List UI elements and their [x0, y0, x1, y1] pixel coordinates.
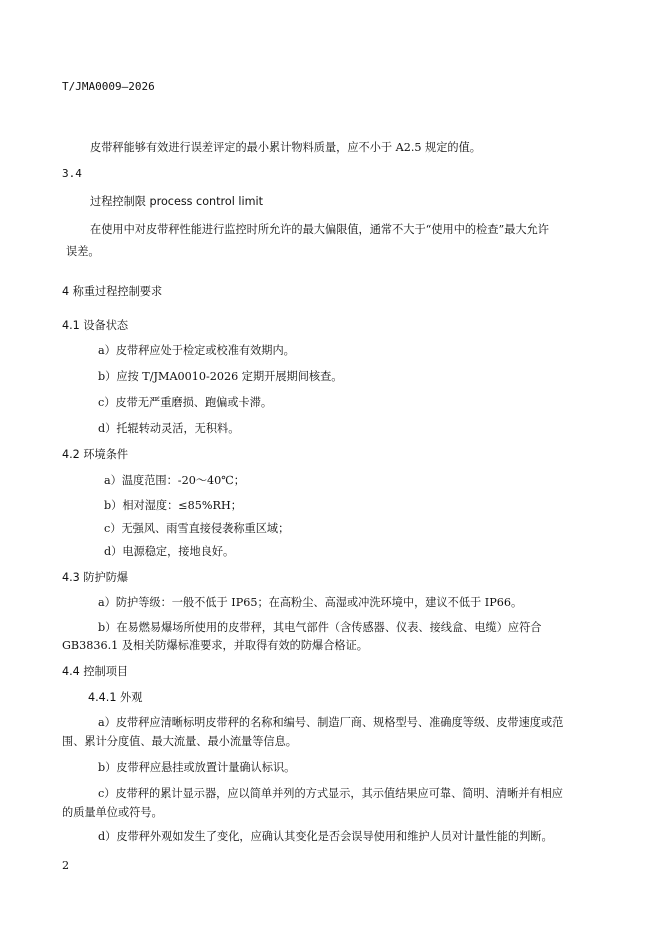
list-item: b）在易燃易爆场所使用的皮带秤，其电气部件（含传感器、仪表、接线盒、电缆）应符合 — [98, 621, 542, 634]
list-item: a）皮带秤应清晰标明皮带秤的名称和编号、制造厂商、规格型号、准确度等级、皮带速度或范 — [98, 716, 564, 729]
section-3-4-definition-line2: 误差。 — [66, 245, 100, 258]
section-4-4-heading: 4.4 控制项目 — [62, 665, 129, 678]
section-4-1-heading: 4.1 设备状态 — [62, 319, 129, 332]
list-item: c）无强风、雨雪直接侵袭称重区域； — [104, 522, 290, 535]
list-item: d）托辊转动灵活，无积料。 — [98, 422, 240, 435]
list-item: a）防护等级：一般不低于 IP65；在高粉尘、高湿或冲洗环境中，建议不低于 IP66。 — [98, 596, 523, 609]
list-item: c）皮带无严重磨损、跑偏或卡滞。 — [98, 396, 273, 409]
list-item: a）温度范围：-20～40℃； — [104, 474, 245, 487]
section-4-heading: 4 称重过程控制要求 — [62, 285, 163, 298]
list-item-continuation: GB3836.1 及相关防爆标准要求，并取得有效的防爆合格证。 — [62, 639, 368, 652]
doc-code-header: T/JMA0009—2026 — [62, 80, 155, 93]
list-item: a）皮带秤应处于检定或校准有效期内。 — [98, 344, 295, 357]
section-4-2-heading: 4.2 环境条件 — [62, 448, 129, 461]
section-4-3-heading: 4.3 防护防爆 — [62, 571, 129, 584]
list-item-continuation: 围、累计分度值、最大流量、最小流量等信息。 — [62, 735, 297, 748]
page-number: 2 — [62, 859, 70, 872]
paragraph-min-load: 皮带秤能够有效进行误差评定的最小累计物料质量，应不小于 A2.5 规定的值。 — [90, 141, 481, 154]
section-3-4-number: 3.4 — [62, 167, 82, 180]
section-3-4-definition-line1: 在使用中对皮带秤性能进行监控时所允许的最大偏限值，通常不大于“使用中的检查”最大允许 — [90, 223, 549, 236]
section-4-4-1-heading: 4.4.1 外观 — [88, 691, 143, 704]
section-3-4-title: 过程控制限 process control limit — [90, 195, 263, 208]
list-item: b）应按 T/JMA0010-2026 定期开展期间核查。 — [98, 370, 343, 383]
list-item: b）皮带秤应悬挂或放置计量确认标识。 — [98, 761, 296, 774]
list-item: c）皮带秤的累计显示器，应以简单并列的方式显示，其示值结果应可靠、简明、清晰并有相应 — [98, 787, 563, 800]
list-item: d）电源稳定，接地良好。 — [104, 545, 235, 558]
list-item: d）皮带秤外观如发生了变化，应确认其变化是否会误导使用和维护人员对计量性能的判断。 — [98, 830, 553, 843]
list-item-continuation: 的质量单位或符号。 — [62, 806, 163, 819]
list-item: b）相对湿度：≤85%RH； — [104, 499, 242, 512]
